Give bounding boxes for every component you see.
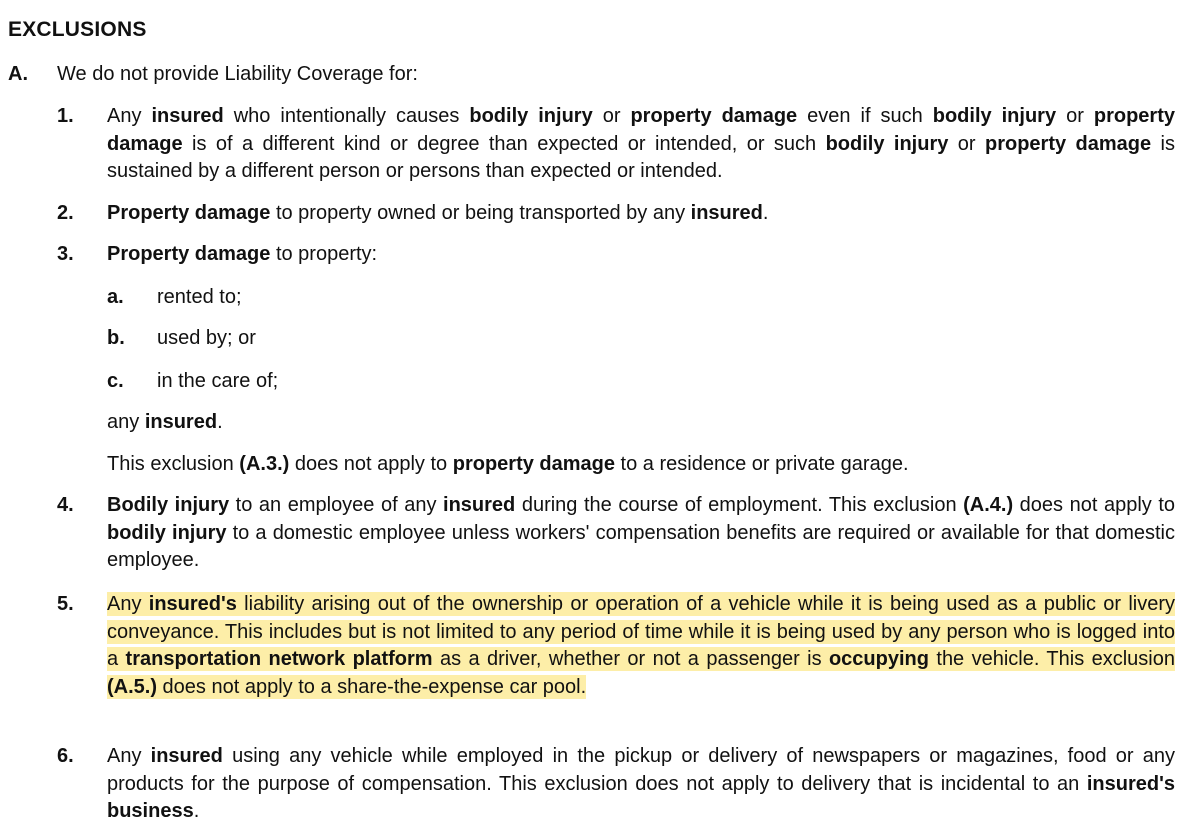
item-4-number: 4. — [57, 494, 74, 516]
item-3-text: Property damage to property: — [107, 243, 378, 265]
section-a-label: A. — [8, 63, 28, 85]
item-3b-label: b. — [107, 327, 125, 349]
item-6-number: 6. — [57, 745, 74, 767]
item-3b-text: used by; or — [157, 327, 256, 349]
section-a-intro: We do not provide Liability Coverage for: — [57, 63, 418, 85]
item-5-text — [107, 591, 1175, 701]
item-1-text: Any insured who intentionally causes bodily injury or property damage even if such bodily injury or property damage is of a different kind or degree than expected or intended, or such bodily injury or property damage is sustained by a different person or persons than expected or intended. — [107, 105, 1176, 182]
item-3-exception: This exclusion (A.3.) does not apply to property damage to a residence or private garage. — [107, 453, 909, 475]
item-6-text: Any insured using any vehicle while employed in the pickup or delivery of newspapers or magazines, food or any products for the purpose of compensation. This exclusion does not apply to delivery that is incidental to an insured's business. — [107, 745, 1175, 822]
item-3-number: 3. — [57, 243, 74, 265]
item-3c-text: in the care of; — [157, 370, 279, 392]
item-2-number: 2. — [57, 202, 74, 224]
item-5-number: 5. — [57, 593, 74, 615]
item-5-highlight: Any insured's liability arising out of the ownership or operation of a vehicle while it is being used as a public or livery conveyance. This includes but is not limited to any period of time while it is being used by any person who is logged into a transportation network platform as a driver, whether or not a passenger is occupying the vehicle. This exclusion (A.5.) does not apply to a share-the-expense car pool. — [107, 593, 1175, 698]
item-3c-label: c. — [107, 370, 124, 392]
item-4-text: Bodily injury to an employee of any insured during the course of employment. This exclusion (A.4.) does not apply to bodily injury to a domestic employee unless workers' compensation benefits are required or available for that domestic employee. — [107, 494, 1176, 571]
section-heading: EXCLUSIONS — [8, 18, 147, 41]
item-3-any-insured: any insured. — [107, 411, 223, 433]
item-2-text: Property damage to property owned or being transported by any insured. — [107, 202, 769, 224]
item-1-number: 1. — [57, 105, 74, 127]
item-3a-label: a. — [107, 286, 124, 308]
item-3a-text: rented to; — [157, 286, 242, 308]
